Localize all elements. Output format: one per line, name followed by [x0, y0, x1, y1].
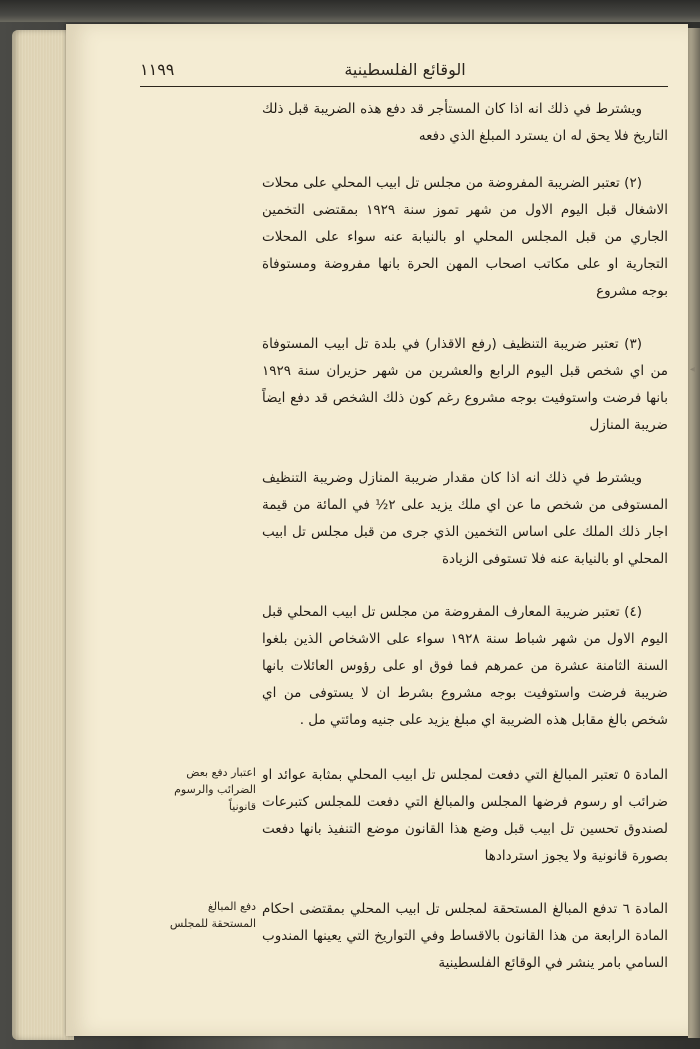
article-5-text: المادة ٥ تعتبر المبالغ التي دفعت لمجلس تل ابيب المحلي بمثابة عوائد او ضرائب او رسوم فرضها المجلس والمبالغ التي دفعت للمجلس كتبرعات لصندوق تحسين تل ابيب قبل وضع هذا القانون موضع التنفيذ بانها دفعت بصورة قانونية ولا يجوز استردادها — [262, 767, 668, 864]
page-right-edge — [688, 28, 700, 1038]
main-text-column — [262, 96, 668, 760]
paragraph-clause-2: (٢) تعتبر الضريبة المفروضة من مجلس تل ابيب المحلي على محلات الاشغال قبل اليوم الاول من شهر تموز سنة ١٩٢٩ بمقتضى التخمين الجاري من قبل المجلس المحلي او بالنيابة عنه سواء على المحلات التجارية او على مكاتب اصحاب المهن الحرة بانها مفروضة ومستوفاة بوجه مشروع — [262, 175, 668, 299]
book-cover-edge — [0, 0, 700, 22]
paragraph-proviso-1: ويشترط في ذلك انه اذا كان المستأجر قد دفع هذه الضريبة قبل ذلك التاريخ فلا يحق له ان يسترد المبلغ الذي دفعه — [262, 101, 668, 144]
arrow-mark-icon: ◂ — [690, 364, 696, 375]
running-title: الوقائع الفلسطينية — [344, 60, 466, 79]
article-6-text: المادة ٦ تدفع المبالغ المستحقة لمجلس تل ابيب المحلي بمقتضى احكام المادة الرابعة من هذا القانون بالاقساط وفي التواريخ التي يعينها المندوب السامي بامر ينشر في الوقائع الفلسطينية — [262, 901, 668, 971]
page-number: ١١٩٩ — [140, 60, 175, 79]
article-5-margin-note: اعتبار دفع بعض الضرائب والرسوم قانونياً — [174, 766, 256, 813]
page-header — [140, 60, 670, 84]
paragraph-clause-3: (٣) تعتبر ضريبة التنظيف (رفع الاقذار) في بلدة تل ابيب المستوفاة من اي شخص قبل اليوم الرابع والعشرين من شهر حزيران سنة ١٩٢٩ بانها فرضت واستوفيت بوجه مشروع رغم كون ذلك الشخص قد دفع ايضاً ضريبة المنازل — [262, 336, 668, 433]
paragraph-clause-4: (٤) تعتبر ضريبة المعارف المفروضة من مجلس تل ابيب المحلي قبل اليوم الاول من شهر شباط سنة ١٩٢٨ سواء على الاشخاص الذين بلغوا السنة الثامنة عشرة من عمرهم فما فوق او على رؤوس العائلات بانها ضريبة فرضت واستوفيت بوجه مشروع بشرط ان لا يستوفى من اي شخص بالغ مقابل هذه الضريبة اي مبلغ يزيد على جنيه ومائتي مل . — [262, 604, 668, 728]
article-6-margin-note: دفع المبالغ المستحقة للمجلس — [169, 900, 256, 930]
header-divider — [140, 86, 668, 87]
paragraph-proviso-2: ويشترط في ذلك انه اذا كان مقدار ضريبة المنازل وضريبة التنظيف المستوفى من شخص ما عن اي ملك يزيد على ٢½ في المائة من قيمة اجار ذلك الملك على اساس التخمين الذي جرى من قبل مجلس تل ابيب المحلي او بالنيابة عنه فلا تستوفى الزيادة — [262, 470, 669, 567]
stacked-page-edges — [12, 30, 74, 1040]
